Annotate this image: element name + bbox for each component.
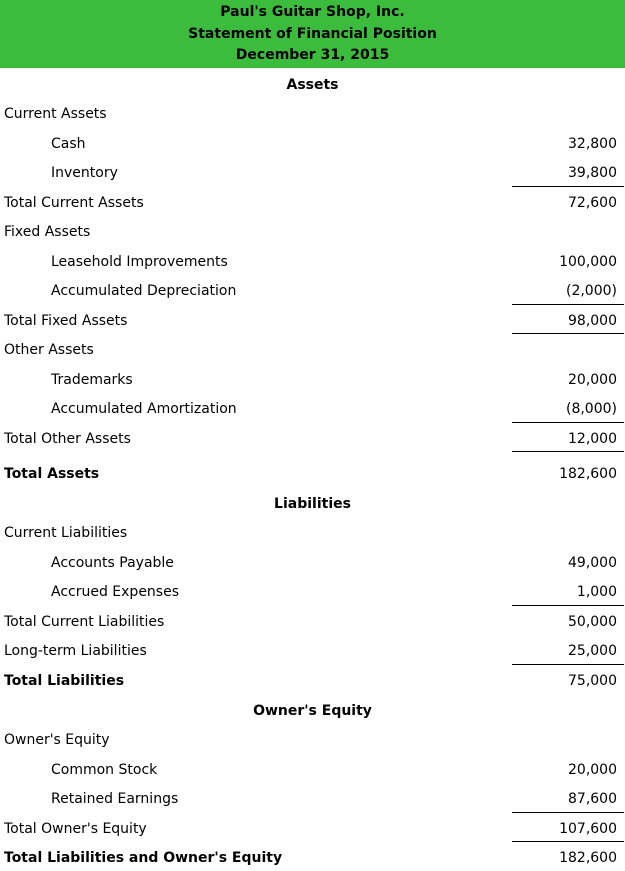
row-owners-equity bbox=[0, 727, 625, 753]
subtotal-rule bbox=[512, 812, 624, 813]
row-leasehold-improvements bbox=[0, 249, 625, 275]
row-total-other-assets bbox=[0, 426, 625, 452]
row-accumulated-amortization bbox=[0, 396, 625, 422]
row-amount: 107,600 bbox=[559, 821, 617, 837]
statement-title: Statement of Financial Position bbox=[188, 26, 437, 42]
row-label: Total Owner's Equity bbox=[4, 821, 147, 837]
row-label: Accrued Expenses bbox=[51, 584, 180, 600]
row-amount: 87,600 bbox=[568, 791, 617, 807]
row-label: Total Assets bbox=[4, 466, 100, 482]
row-inventory bbox=[0, 160, 625, 186]
row-total-current-assets bbox=[0, 190, 625, 216]
row-amount: 20,000 bbox=[568, 372, 617, 388]
row-amount: 32,800 bbox=[568, 136, 617, 152]
row-total-fixed-assets bbox=[0, 308, 625, 334]
row-label: Total Liabilities and Owner's Equity bbox=[4, 850, 283, 866]
row-label: Other Assets bbox=[4, 342, 94, 358]
row-accounts-payable bbox=[0, 550, 625, 576]
row-label: Trademarks bbox=[51, 372, 133, 388]
row-amount: 75,000 bbox=[568, 673, 617, 689]
row-amount: 100,000 bbox=[559, 254, 617, 270]
row-label: Current Assets bbox=[4, 106, 107, 122]
row-amount: 39,800 bbox=[568, 165, 617, 181]
total-rule bbox=[512, 451, 624, 452]
row-label: Total Other Assets bbox=[4, 431, 131, 447]
row-amount: 25,000 bbox=[568, 643, 617, 659]
row-current-assets bbox=[0, 101, 625, 127]
row-label: Total Current Assets bbox=[4, 195, 144, 211]
statement-header bbox=[0, 0, 625, 68]
row-amount: (2,000) bbox=[565, 283, 617, 299]
row-label: Current Liabilities bbox=[4, 525, 128, 541]
row-total-owners-equity bbox=[0, 816, 625, 842]
row-total-assets bbox=[0, 461, 625, 487]
subtotal-rule bbox=[512, 186, 624, 187]
row-label: Accumulated Depreciation bbox=[51, 283, 237, 299]
subtotal-rule bbox=[512, 422, 624, 423]
row-label: Owner's Equity bbox=[4, 732, 110, 748]
row-label: Cash bbox=[51, 136, 86, 152]
row-label: Long-term Liabilities bbox=[4, 643, 147, 659]
row-amount: 49,000 bbox=[568, 555, 617, 571]
section-title-liabilities: Liabilities bbox=[274, 496, 351, 512]
row-common-stock bbox=[0, 757, 625, 783]
row-current-liabilities bbox=[0, 520, 625, 546]
subtotal-rule bbox=[512, 664, 624, 665]
row-label: Leasehold Improvements bbox=[51, 254, 228, 270]
row-label: Accounts Payable bbox=[51, 555, 174, 571]
row-retained-earnings bbox=[0, 786, 625, 812]
row-label: Common Stock bbox=[51, 762, 158, 778]
row-amount: 182,600 bbox=[559, 466, 617, 482]
row-amount: 182,600 bbox=[559, 850, 617, 866]
row-label: Retained Earnings bbox=[51, 791, 179, 807]
total-rule bbox=[512, 841, 624, 842]
row-amount: 98,000 bbox=[568, 313, 617, 329]
row-label: Fixed Assets bbox=[4, 224, 91, 240]
row-long-term-liabilities bbox=[0, 638, 625, 664]
row-label: Total Liabilities bbox=[4, 673, 125, 689]
section-title-owners-equity: Owner's Equity bbox=[253, 703, 372, 719]
row-total-liabilities-and-owners-equity bbox=[0, 845, 625, 871]
company-name: Paul's Guitar Shop, Inc. bbox=[220, 4, 405, 20]
row-label: Inventory bbox=[51, 165, 118, 181]
row-amount: 20,000 bbox=[568, 762, 617, 778]
subtotal-rule bbox=[512, 605, 624, 606]
row-label: Total Current Liabilities bbox=[4, 614, 165, 630]
total-rule bbox=[512, 333, 624, 334]
row-amount: 12,000 bbox=[568, 431, 617, 447]
row-cash bbox=[0, 131, 625, 157]
row-total-current-liabilities bbox=[0, 609, 625, 635]
row-other-assets bbox=[0, 337, 625, 363]
row-amount: 1,000 bbox=[576, 584, 617, 600]
row-amount: (8,000) bbox=[565, 401, 617, 417]
row-label: Total Fixed Assets bbox=[4, 313, 128, 329]
row-amount: 50,000 bbox=[568, 614, 617, 630]
subtotal-rule bbox=[512, 304, 624, 305]
row-trademarks bbox=[0, 367, 625, 393]
row-label: Accumulated Amortization bbox=[51, 401, 237, 417]
row-accrued-expenses bbox=[0, 579, 625, 605]
section-title-assets: Assets bbox=[286, 77, 339, 93]
row-total-liabilities bbox=[0, 668, 625, 694]
statement-date: December 31, 2015 bbox=[235, 47, 390, 63]
row-amount: 72,600 bbox=[568, 195, 617, 211]
row-accumulated-depreciation bbox=[0, 278, 625, 304]
row-fixed-assets bbox=[0, 219, 625, 245]
